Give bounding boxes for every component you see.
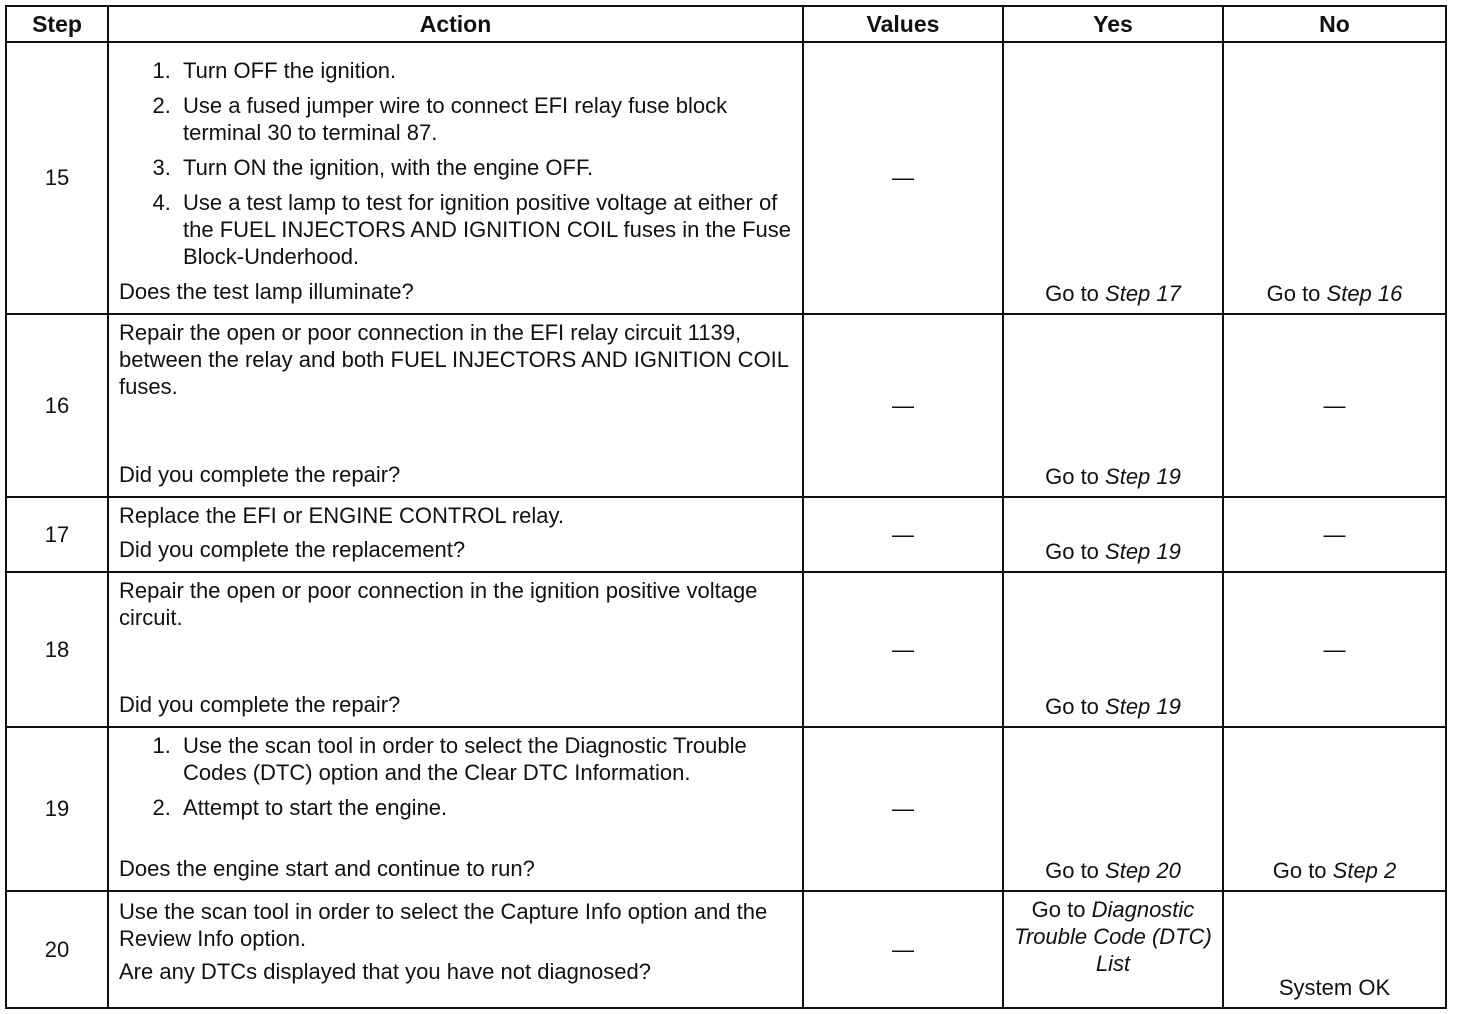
step-number: 16 [6, 314, 108, 497]
yes-link[interactable]: Step 20 [1105, 858, 1181, 883]
action-step: 4. Use a test lamp to test for ignition positive voltage at either of the FUEL INJECTORS AND IGNITION COIL fuses in the Fuse Block-Underhood. [177, 189, 792, 270]
yes-prefix: Go to [1045, 281, 1106, 306]
values-cell: — [803, 314, 1003, 497]
no-link[interactable]: Step 2 [1332, 858, 1397, 883]
no-cell: — [1223, 572, 1446, 727]
values-cell: — [803, 572, 1003, 727]
action-steps [119, 47, 792, 270]
table-row [6, 497, 1446, 572]
action-cell [108, 891, 803, 1008]
yes-prefix: Go to [1031, 897, 1092, 922]
yes-link[interactable]: Step 17 [1105, 281, 1181, 306]
yes-prefix: Go to [1045, 694, 1106, 719]
action-text: Replace the EFI or ENGINE CONTROL relay. [119, 503, 565, 528]
header-action: Action [108, 6, 803, 42]
action-step: 1. Turn OFF the ignition. [177, 57, 792, 84]
no-link[interactable]: Step 16 [1326, 281, 1403, 306]
action-question: Are any DTCs displayed that you have not diagnosed? [119, 959, 651, 984]
action-question: Does the engine start and continue to run? [119, 856, 535, 881]
action-cell [108, 314, 803, 497]
header-step: Step [6, 6, 108, 42]
no-cell: — [1223, 314, 1446, 497]
no-cell [1223, 727, 1446, 891]
yes-cell [1003, 497, 1223, 572]
yes-cell [1003, 314, 1223, 497]
action-cell [108, 497, 803, 572]
action-cell [108, 42, 803, 314]
yes-cell [1003, 727, 1223, 891]
yes-cell [1003, 572, 1223, 727]
yes-link[interactable]: Step 19 [1105, 694, 1181, 719]
action-step: 3. Turn ON the ignition, with the engine OFF. [177, 154, 792, 181]
action-question: Did you complete the replacement? [119, 537, 466, 562]
action-step: 1. Use the scan tool in order to select the Diagnostic Trouble Codes (DTC) option and the Clear DTC Information. [177, 732, 792, 786]
yes-prefix: Go to [1045, 464, 1106, 489]
action-steps [119, 732, 792, 821]
step-number: 18 [6, 572, 108, 727]
no-cell: — [1223, 497, 1446, 572]
no-prefix: Go to [1266, 281, 1327, 306]
action-question: Did you complete the repair? [119, 692, 401, 717]
action-text: Use the scan tool in order to select the Capture Info option and the Review Info option. [119, 899, 768, 951]
values-cell: — [803, 42, 1003, 314]
table-row [6, 42, 1446, 314]
header-yes: Yes [1003, 6, 1223, 42]
no-cell: System OK [1223, 891, 1446, 1008]
header-no: No [1223, 6, 1446, 42]
yes-cell [1003, 891, 1223, 1008]
yes-link[interactable]: Diagnostic Trouble Code (DTC) List [1014, 897, 1212, 976]
action-step: 2. Attempt to start the engine. [177, 794, 792, 821]
yes-link[interactable]: Step 19 [1105, 539, 1181, 564]
values-cell: — [803, 891, 1003, 1008]
yes-cell [1003, 42, 1223, 314]
step-number: 17 [6, 497, 108, 572]
table-row [6, 727, 1446, 891]
no-cell [1223, 42, 1446, 314]
header-values: Values [803, 6, 1003, 42]
yes-link[interactable]: Step 19 [1105, 464, 1181, 489]
step-number: 20 [6, 891, 108, 1008]
step-number: 15 [6, 42, 108, 314]
values-cell: — [803, 727, 1003, 891]
no-prefix: Go to [1272, 858, 1333, 883]
action-text: Repair the open or poor connection in the ignition positive voltage circuit. [119, 578, 758, 630]
step-number: 19 [6, 727, 108, 891]
action-question: Did you complete the repair? [119, 462, 401, 487]
action-question: Does the test lamp illuminate? [119, 279, 414, 304]
table-row [6, 572, 1446, 727]
yes-prefix: Go to [1045, 539, 1106, 564]
table-row [6, 891, 1446, 1008]
table-row [6, 314, 1446, 497]
action-text: Repair the open or poor connection in the EFI relay circuit 1139, between the relay and both FUEL INJECTORS AND IGNITION COIL fuses. [119, 320, 789, 399]
action-cell [108, 572, 803, 727]
header-row [6, 6, 1446, 42]
action-step: 2. Use a fused jumper wire to connect EFI relay fuse block terminal 30 to terminal 87. [177, 92, 792, 146]
action-cell [108, 727, 803, 891]
values-cell: — [803, 497, 1003, 572]
yes-prefix: Go to [1045, 858, 1106, 883]
diagnostic-table [5, 5, 1447, 1009]
